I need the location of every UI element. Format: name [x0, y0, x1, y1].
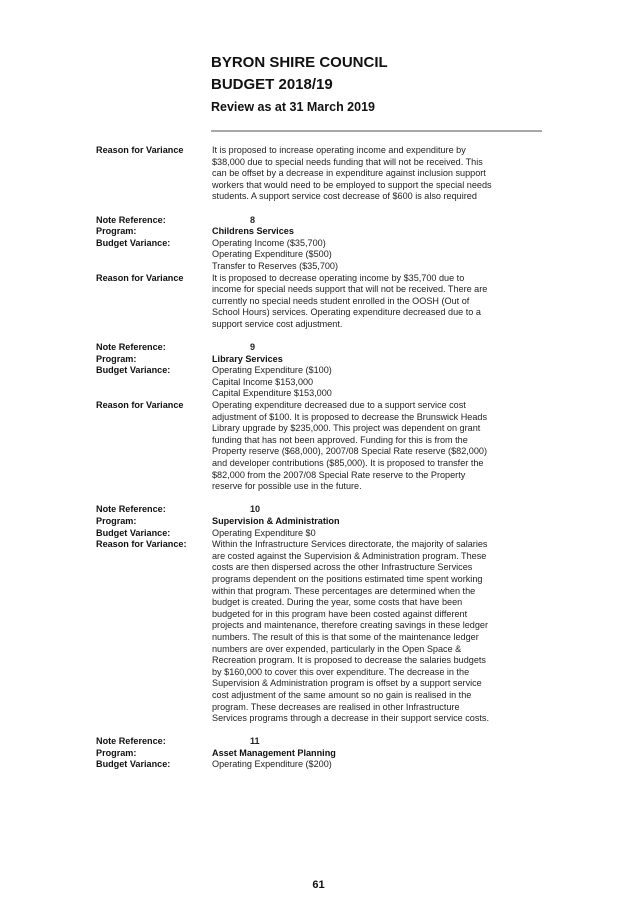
reason-text [212, 539, 546, 725]
budget-title: BUDGET 2018/19 [211, 76, 333, 93]
variance-line: Operating Expenditure ($100) [212, 365, 332, 376]
reason-label: Reason for Variance [96, 145, 184, 155]
note-9 [96, 342, 546, 493]
note-reference-label: Note Reference: [96, 736, 166, 747]
budget-variance-values [212, 528, 546, 540]
text-line: and developer contributions ($85,000). It is proposed to transfer the [212, 458, 484, 469]
variance-line: Operating Income ($35,700) [212, 237, 326, 248]
note-reference-label: Note Reference: [96, 342, 166, 353]
budget-variance-values [212, 238, 546, 273]
text-line: currently no special needs student enrolled in the OOSH (Out of [212, 295, 470, 306]
variance-line: Operating Expenditure ($200) [212, 759, 332, 770]
reason-text [212, 400, 546, 493]
program-name: Asset Management Planning [212, 747, 336, 758]
budget-variance-label: Budget Variance: [96, 237, 171, 248]
note-reference-label: Note Reference: [96, 214, 166, 225]
note-reference-value: 10 [250, 504, 261, 515]
budget-variance-label: Budget Variance: [96, 759, 171, 770]
text-line: $38,000 due to special needs funding that will not be received. This [212, 156, 483, 167]
text-line: Supervision & Administration program is offset by a support service [212, 678, 482, 689]
page-number: 61 [312, 879, 325, 891]
reason-label: Reason for Variance: [96, 539, 187, 550]
text-line: costs are then dispersed across the other Infrastructure Services [212, 562, 473, 573]
variance-line: Transfer to Reserves ($35,700) [212, 260, 339, 271]
note-reference-value: 8 [250, 214, 256, 225]
text-line: Recreation program. It is proposed to decrease the salaries budgets [212, 655, 486, 666]
text-line: Property reserve ($68,000), 2007/08 Special Rate reserve ($82,000) [212, 446, 487, 457]
program-label: Program: [96, 516, 137, 526]
text-line: Library upgrade by $235,000. This project was dependent on grant [212, 423, 481, 434]
org-title: BYRON SHIRE COUNCIL [211, 54, 388, 71]
intro-reason-text [212, 145, 546, 203]
text-line: programs dependent on the positions estimated time spent working [212, 573, 483, 584]
text-line: numbers. The result of this is that some of the maintenance ledger [212, 631, 479, 642]
text-line: Operating expenditure decreased due to a support service cost [212, 400, 466, 411]
program-label: Program: [96, 353, 137, 364]
text-line: Within the Infrastructure Services directorate, the majority of salaries [212, 539, 488, 550]
text-line: adjustment of $100. It is proposed to decrease the Brunswick Heads [212, 411, 487, 422]
document-body [96, 145, 546, 771]
text-line: budgeted for in this program have been costed against different [212, 608, 468, 619]
variance-line: Capital Income $153,000 [212, 376, 314, 387]
note-reference-value: 11 [250, 736, 260, 747]
text-line: by $160,000 to cover this over expenditure. The decrease in the [212, 666, 470, 677]
intro-reason-row [96, 145, 546, 203]
text-line: It is proposed to decrease operating income by $35,700 due to [212, 272, 465, 283]
reason-label: Reason for Variance [96, 272, 184, 283]
text-line: funding that has not been approved. Funding for this is from the [212, 434, 468, 445]
program-name: Supervision & Administration [212, 516, 340, 526]
program-label: Program: [96, 226, 137, 237]
text-line: workers that would need to be employed to support the special needs [212, 179, 492, 190]
program-label: Program: [96, 747, 137, 758]
text-line: are costed against the Supervision & Administration program. These [212, 550, 487, 561]
budget-variance-label: Budget Variance: [96, 527, 171, 538]
text-line: reserve for possible use in the future. [212, 481, 362, 492]
text-line: Services programs through a decrease in their support service costs. [212, 713, 489, 724]
reason-label: Reason for Variance [96, 400, 184, 411]
budget-variance-label: Budget Variance: [96, 365, 171, 376]
text-line: can be offset by a decrease in expenditure against inclusion support [212, 168, 486, 179]
note-10 [96, 504, 546, 724]
review-subtitle: Review as at 31 March 2019 [211, 100, 375, 114]
text-line: School Hours) services. Operating expenditure decreased due to a [212, 307, 481, 318]
text-line: cost adjustment of the same amount so no gain is realised in the [212, 689, 472, 700]
reason-text [212, 273, 546, 331]
text-line: program. These decreases are realised in other Infrastructure [212, 701, 460, 712]
variance-line: Capital Expenditure $153,000 [212, 388, 332, 399]
text-line: students. A support service cost decrease of $600 is also required [212, 191, 477, 202]
note-11 [96, 736, 546, 771]
text-line: within that program. These percentages are determined when the [212, 585, 476, 596]
program-name: Childrens Services [212, 226, 294, 237]
note-reference-value: 9 [250, 342, 256, 353]
text-line: projects and maintenance, therefore creating savings in these ledger [212, 620, 489, 631]
text-line: numbers are over expended, particularly in the Open Space & [212, 643, 462, 654]
variance-line: Operating Expenditure $0 [212, 527, 316, 538]
variance-line: Operating Expenditure ($500) [212, 249, 332, 260]
text-line: $82,000 from the 2007/08 Special Rate reserve to the Property [212, 469, 466, 480]
budget-variance-values [212, 365, 546, 400]
note-reference-label: Note Reference: [96, 504, 166, 515]
text-line: It is proposed to increase operating income and expenditure by [212, 145, 466, 155]
budget-variance-values [212, 759, 546, 771]
document-header [211, 52, 388, 118]
text-line: support service cost adjustment. [212, 318, 343, 329]
program-name: Library Services [212, 353, 283, 364]
note-8 [96, 215, 546, 331]
text-line: income for special needs support that will not be received. There are [212, 284, 488, 295]
text-line: budget is created. During the year, some costs that have been [212, 597, 463, 608]
header-divider [211, 130, 542, 132]
